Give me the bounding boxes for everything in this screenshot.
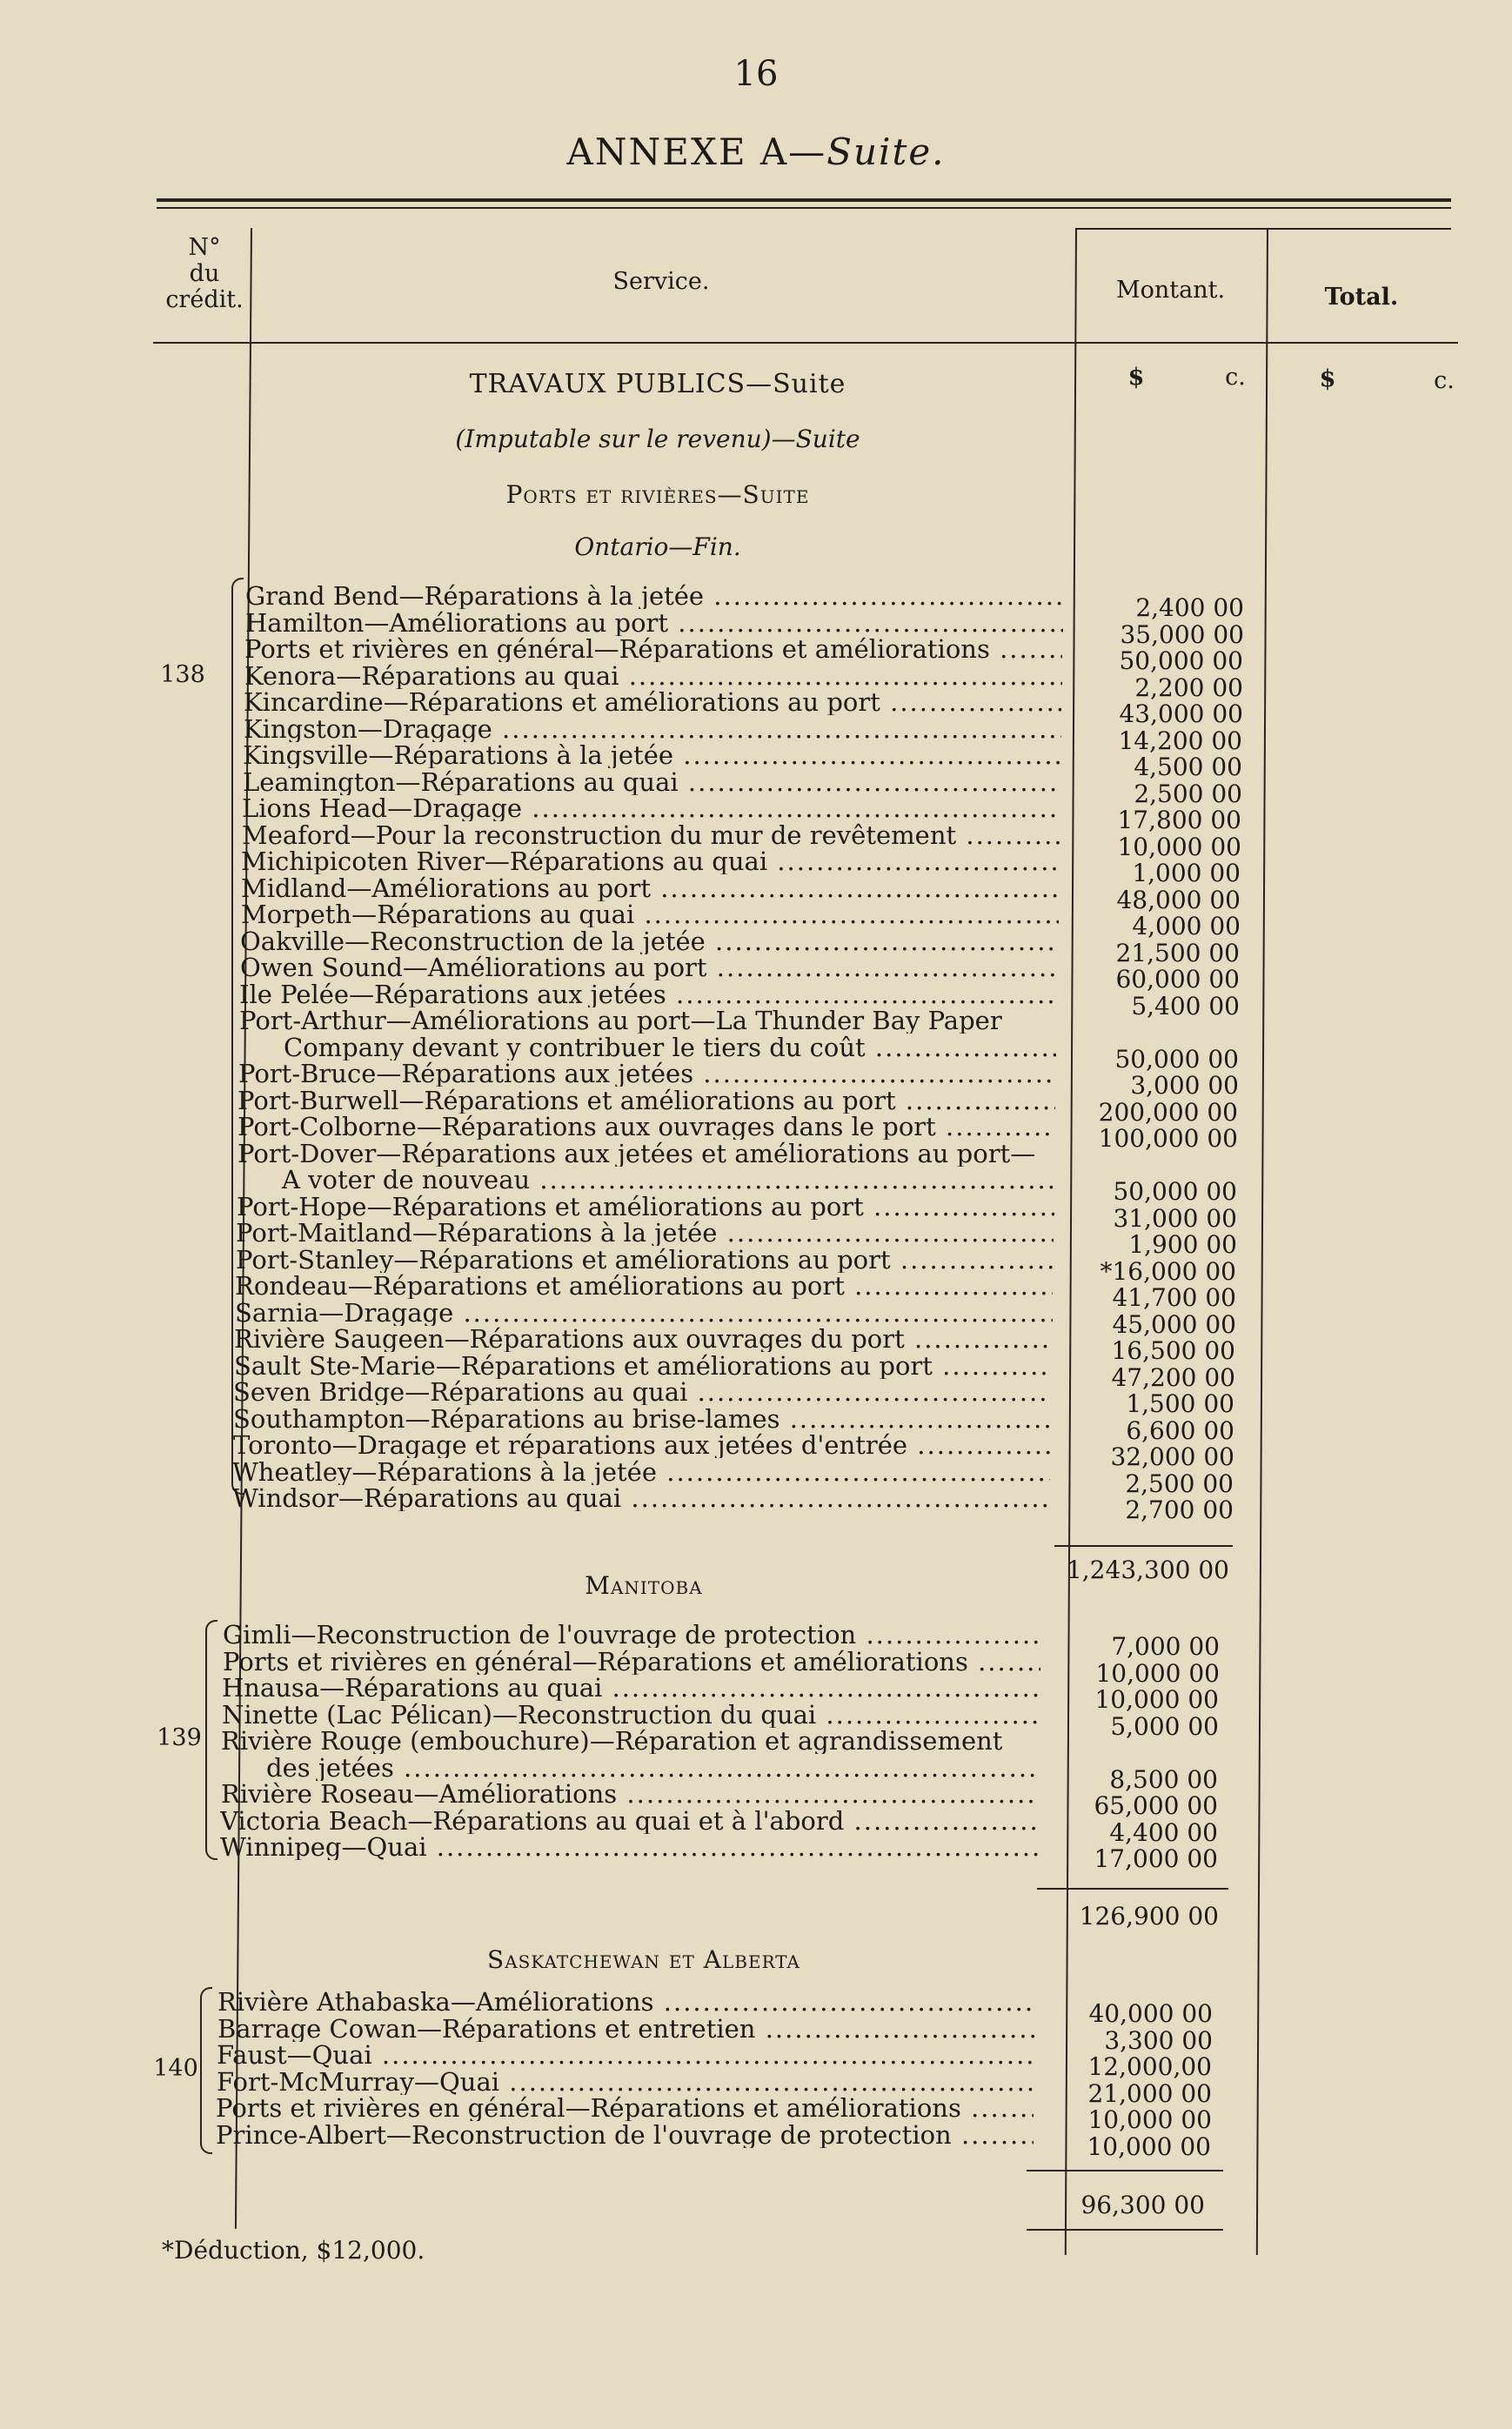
saskatchewan-heading: Saskatchewan et Alberta (487, 1945, 800, 1974)
montant-value: *16,000 00 (1100, 1256, 1236, 1286)
montant-value: 40,000 00 (1088, 1999, 1213, 2028)
sask-total-rule (1027, 2170, 1223, 2171)
ontario-heading: Ontario—Fin. (574, 532, 741, 561)
service-line: Port-Colborne—Réparations aux ouvrages dans le port ..... (238, 1114, 1055, 1140)
montant-value: 4,000 00 (1132, 912, 1241, 940)
montant-value: 45,000 00 (1112, 1309, 1236, 1339)
total-dollar-sign: $ (1319, 365, 1336, 392)
service-line: Sault Ste-Marie—Réparations et améliorations au port ..... (234, 1353, 1052, 1379)
service-line: Meaford—Pour la reconstruction du mur de revêtement ..... (242, 822, 1060, 848)
montant-value: 10,000 00 (1095, 1658, 1220, 1688)
service-line: Winnipeg—Quai ..... (220, 1834, 1038, 1860)
montant-value: 17,000 00 (1094, 1844, 1218, 1873)
service-line: Prince-Albert—Reconstruction de l'ouvrage de protection ..... (216, 2122, 1034, 2148)
service-line: Lions Head—Dragage ..... (242, 795, 1060, 821)
service-line: Port-Bruce—Réparations aux jetées ..... (238, 1061, 1056, 1087)
montant-value: 10,000 00 (1094, 1685, 1219, 1714)
montant-value: 17,800 00 (1117, 806, 1241, 834)
service-line: Morpeth—Réparations au quai ..... (241, 901, 1059, 927)
credit-number-140: 140 (153, 2055, 198, 2082)
service-line: Oakville—Reconstruction de la jetée ..... (240, 928, 1058, 954)
service-line: Leamington—Réparations au quai ..... (243, 769, 1060, 795)
top-rule-right (1077, 228, 1451, 230)
footnote: *Déduction, $12,000. (162, 2236, 425, 2265)
montant-value: 48,000 00 (1116, 885, 1241, 914)
ontario-total: 1,243,300 00 (1066, 1556, 1229, 1584)
service-line: Kingston—Dragage ..... (244, 716, 1061, 742)
service-line: A voter de nouveau ..... (237, 1167, 1054, 1193)
montant-value: 1,000 00 (1132, 859, 1241, 887)
montant-value: 50,000 00 (1113, 1177, 1237, 1206)
service-line: Windsor—Réparations au quai ..... (232, 1485, 1050, 1511)
manitoba-total-rule (1037, 1888, 1228, 1890)
service-line: Toronto—Dragage et réparations aux jetées d'entrée ..... (233, 1432, 1051, 1458)
service-line: Rondeau—Réparations et améliorations au port ..... (235, 1273, 1053, 1299)
montant-value: 10,000 00 (1117, 832, 1241, 861)
service-line: Sarnia—Dragage ..... (235, 1300, 1053, 1326)
service-line: Hamilton—Améliorations au port ..... (245, 610, 1063, 636)
montant-value: 200,000 00 (1098, 1097, 1238, 1127)
montant-value: 10,000 00 (1087, 2131, 1211, 2161)
montant-value: 4,500 00 (1134, 753, 1242, 781)
top-rule-thin (157, 207, 1451, 209)
montant-value: 2,500 00 (1134, 779, 1242, 808)
montant-value: 41,700 00 (1112, 1283, 1236, 1312)
ports-heading: Ports et rivières—Suite (505, 480, 810, 509)
montant-value: 35,000 00 (1120, 619, 1244, 649)
service-line: Port-Arthur—Améliorations au port—La Thunder Bay Paper (239, 1007, 1002, 1034)
montant-value: 50,000 00 (1119, 646, 1243, 675)
montant-column-header: Montant. (1115, 277, 1226, 304)
service-line: Faust—Quai ..... (217, 2042, 1034, 2068)
montant-value: 100,000 00 (1098, 1124, 1238, 1153)
credit-header-line-2: du (189, 260, 220, 287)
sask-bottom-rule (1027, 2229, 1223, 2231)
service-line: Port-Stanley—Réparations et améliorations au port ..... (236, 1247, 1054, 1273)
service-line: Ports et rivières en général—Réparations et améliorations ..... (244, 636, 1062, 662)
service-line: Fort-McMurray—Quai ..... (217, 2069, 1034, 2095)
montant-dollar-sign: $ (1127, 364, 1145, 391)
montant-value: 3,000 00 (1130, 1071, 1239, 1100)
service-line: Kingsville—Réparations à la jetée ..... (243, 742, 1060, 768)
service-line: Seven Bridge—Réparations au quai ..... (233, 1379, 1051, 1405)
montant-value: 16,500 00 (1111, 1336, 1235, 1365)
service-line: Ile Pelée—Réparations aux jetées ..... (239, 981, 1057, 1007)
montant-value: 2,500 00 (1125, 1469, 1234, 1498)
montant-value: 5,400 00 (1131, 991, 1240, 1020)
montant-value: 6,600 00 (1126, 1415, 1234, 1445)
montant-value: 4,400 00 (1109, 1817, 1218, 1847)
service-line: Rivière Rouge (embouchure)—Réparation et agrandissement (221, 1728, 1003, 1754)
montant-value: 32,000 00 (1110, 1442, 1234, 1471)
montant-value: 1,900 00 (1128, 1230, 1237, 1259)
montant-value: 47,200 00 (1111, 1362, 1235, 1392)
montant-value: 65,000 00 (1094, 1791, 1218, 1820)
title-main: ANNEXE A— (566, 130, 827, 173)
montant-value: 8,500 00 (1109, 1764, 1218, 1794)
service-line: Ninette (Lac Pélican)—Reconstruction du quai ..... (222, 1702, 1040, 1728)
service-column-header: Service. (612, 268, 710, 295)
service-line: Kincardine—Réparations et améliorations au port ..... (244, 689, 1061, 715)
total-column-header: Total. (1324, 284, 1399, 311)
service-line: Midland—Améliorations au port ..... (241, 875, 1059, 901)
montant-right-rule (1256, 228, 1268, 2255)
service-line: Ports et rivières en général—Réparations et améliorations ..... (223, 1649, 1040, 1675)
service-line: Company devant y contribuer le tiers du coût ..... (238, 1034, 1056, 1061)
montant-value: 7,000 00 (1111, 1632, 1220, 1661)
service-line: Southampton—Réparations au brise-lames ..... (233, 1406, 1051, 1432)
service-line: Rivière Athabaska—Améliorations ..... (217, 1989, 1035, 2015)
montant-value: 2,700 00 (1125, 1496, 1234, 1524)
brace-139 (205, 1620, 217, 1860)
service-line: Port-Maitland—Réparations à la jetée ..... (236, 1220, 1054, 1246)
page-number: 16 (733, 54, 779, 94)
montant-value: 31,000 00 (1113, 1203, 1237, 1233)
montant-value: 10,000 00 (1087, 2105, 1212, 2134)
service-line: Michipicoten River—Réparations au quai ..... (241, 848, 1059, 874)
montant-value: 2,400 00 (1135, 593, 1244, 622)
service-line: Gimli—Reconstruction de l'ouvrage de protection ..... (223, 1622, 1040, 1648)
service-line: Kenora—Réparations au quai ..... (244, 663, 1062, 689)
service-line: Barrage Cowan—Réparations et entretien ..... (217, 2016, 1035, 2042)
montant-value: 1,500 00 (1126, 1389, 1234, 1418)
service-line: Hnausa—Réparations au quai ..... (222, 1675, 1040, 1701)
service-line: des jetées ..... (221, 1755, 1039, 1781)
manitoba-heading: Manitoba (585, 1571, 703, 1600)
total-cents-sign: c. (1434, 367, 1455, 394)
department-heading: TRAVAUX PUBLICS—Suite (469, 369, 846, 399)
manitoba-total: 126,900 00 (1079, 1902, 1219, 1930)
montant-value: 21,500 00 (1115, 938, 1240, 967)
header-underline (153, 342, 1458, 344)
credit-column-header (157, 235, 252, 313)
montant-value: 5,000 00 (1110, 1711, 1219, 1741)
service-line: Port-Burwell—Réparations et améliorations au port ..... (238, 1087, 1055, 1114)
service-line: Wheatley—Réparations à la jetée ..... (232, 1459, 1050, 1485)
credit-number-139: 139 (157, 1724, 202, 1751)
page-title (0, 130, 1512, 173)
ontario-total-rule (1054, 1545, 1233, 1547)
montant-value: 21,000 00 (1087, 2078, 1212, 2108)
sask-total: 96,300 00 (1080, 2191, 1205, 2219)
imputable-heading: (Imputable sur le revenu)—Suite (455, 425, 860, 453)
service-line: Owen Sound—Améliorations au port ..... (240, 954, 1058, 980)
montant-value: 43,000 00 (1119, 699, 1243, 728)
service-line: Port-Hope—Réparations et améliorations au port ..... (237, 1194, 1054, 1220)
montant-value: 50,000 00 (1114, 1044, 1239, 1074)
montant-cents-sign: c. (1225, 364, 1246, 391)
montant-value: 12,000,00 (1087, 2052, 1212, 2081)
montant-value: 14,200 00 (1118, 726, 1242, 755)
credit-header-line-3: crédit. (165, 286, 244, 313)
top-rule-thick (157, 198, 1451, 202)
credit-header-line-1: N° (188, 234, 221, 261)
montant-value: 3,300 00 (1104, 2025, 1213, 2055)
brace-140 (200, 1987, 212, 2154)
service-line: Grand Bend—Réparations à la jetée ..... (245, 583, 1063, 609)
service-line: Victoria Beach—Réparations au quai et à l'abord ..... (220, 1808, 1038, 1834)
service-line: Ports et rivières en général—Réparations et améliorations ..... (216, 2095, 1034, 2121)
montant-value: 2,200 00 (1134, 672, 1243, 702)
title-suffix: Suite. (826, 130, 946, 173)
service-line: Rivière Roseau—Améliorations ..... (221, 1781, 1039, 1807)
credit-number-138: 138 (160, 661, 205, 688)
montant-value: 60,000 00 (1115, 965, 1240, 994)
service-line: Rivière Saugeen—Réparations aux ouvrages du port ..... (234, 1326, 1052, 1352)
service-line: Port-Dover—Réparations aux jetées et améliorations au port— (238, 1140, 1036, 1167)
